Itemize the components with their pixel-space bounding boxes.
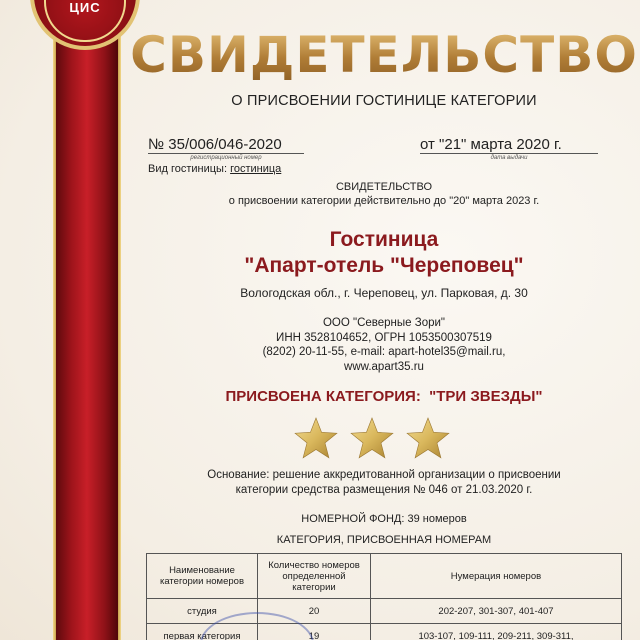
basis-block bbox=[128, 468, 640, 498]
hotel-type bbox=[148, 163, 281, 175]
row-room-numbers: 202-207, 301-307, 401-407 bbox=[371, 599, 622, 624]
assigned-category: ПРИСВОЕНА КАТЕГОРИЯ: "ТРИ ЗВЕЗДЫ" bbox=[225, 388, 543, 405]
certificate-title: СВИДЕТЕЛЬСТВО bbox=[128, 26, 640, 84]
hotel-type-label: Вид гостиницы: bbox=[148, 163, 231, 175]
rooms-table-title: КАТЕГОРИЯ, ПРИСВОЕННАЯ НОМЕРАМ bbox=[276, 534, 492, 546]
category-stars bbox=[292, 414, 452, 464]
issue-date-caption: дата выдачи bbox=[490, 155, 528, 161]
certificate-subtitle: О ПРИСВОЕНИИ ГОСТИНИЦЕ КАТЕГОРИИ bbox=[231, 93, 537, 109]
header-room-numbers: Нумерация номеров bbox=[371, 554, 622, 599]
basis-line1: Основание: решение аккредитованной организации о присвоении bbox=[207, 469, 561, 481]
row-category-name: первая категория bbox=[147, 624, 258, 640]
issue-date-line bbox=[420, 153, 598, 154]
validity-text: о присвоении категории действительно до "20" марта 2023 г. bbox=[228, 195, 540, 207]
organization-website: www.apart35.ru bbox=[344, 360, 424, 373]
organization-name: ООО "Северные Зори" bbox=[322, 317, 446, 329]
issue-date: от "21" марта 2020 г. bbox=[420, 136, 562, 153]
registration-number-line bbox=[148, 153, 304, 154]
header-category-name: Наименование категории номеров bbox=[147, 554, 258, 599]
red-ribbon bbox=[56, 0, 118, 640]
basis-line2: категории средства размещения № 046 от 21.03.2020 г. bbox=[235, 484, 533, 496]
organization-block bbox=[128, 316, 640, 374]
hotel-address: Вологодская обл., г. Череповец, ул. Парковая, д. 30 bbox=[240, 286, 528, 300]
star-icon bbox=[351, 418, 393, 458]
hotel-name-line1: Гостиница bbox=[329, 228, 439, 251]
organization-ids: ИНН 3528104652, ОГРН 1053500307519 bbox=[276, 331, 492, 344]
star-icon bbox=[407, 418, 449, 458]
seal-text: ЦИС bbox=[69, 0, 101, 15]
registration-number-caption: регистрационный номер bbox=[190, 155, 262, 161]
rooms-table-header bbox=[147, 554, 622, 599]
hotel-name-line2: "Апарт-отель "Череповец" bbox=[244, 254, 524, 277]
organization-contacts: (8202) 20-11-55, e-mail: apart-hotel35@mail.ru, bbox=[262, 346, 506, 358]
row-room-count: 19 bbox=[258, 624, 371, 640]
ribbon-edge-right bbox=[118, 0, 121, 640]
room-fund: НОМЕРНОЙ ФОНД: 39 номеров bbox=[301, 513, 467, 525]
star-icon bbox=[295, 418, 337, 458]
hotel-type-value: гостиница bbox=[230, 163, 282, 175]
registration-number: № 35/006/046-2020 bbox=[148, 136, 282, 153]
header-room-count: Количество номеров определенной категории bbox=[258, 554, 371, 599]
row-room-numbers: 103-107, 109-111, 209-211, 309-311, bbox=[371, 624, 622, 640]
row-category-name: студия bbox=[147, 599, 258, 624]
row-room-count: 20 bbox=[258, 599, 371, 624]
validity-heading: СВИДЕТЕЛЬСТВО bbox=[335, 181, 433, 193]
